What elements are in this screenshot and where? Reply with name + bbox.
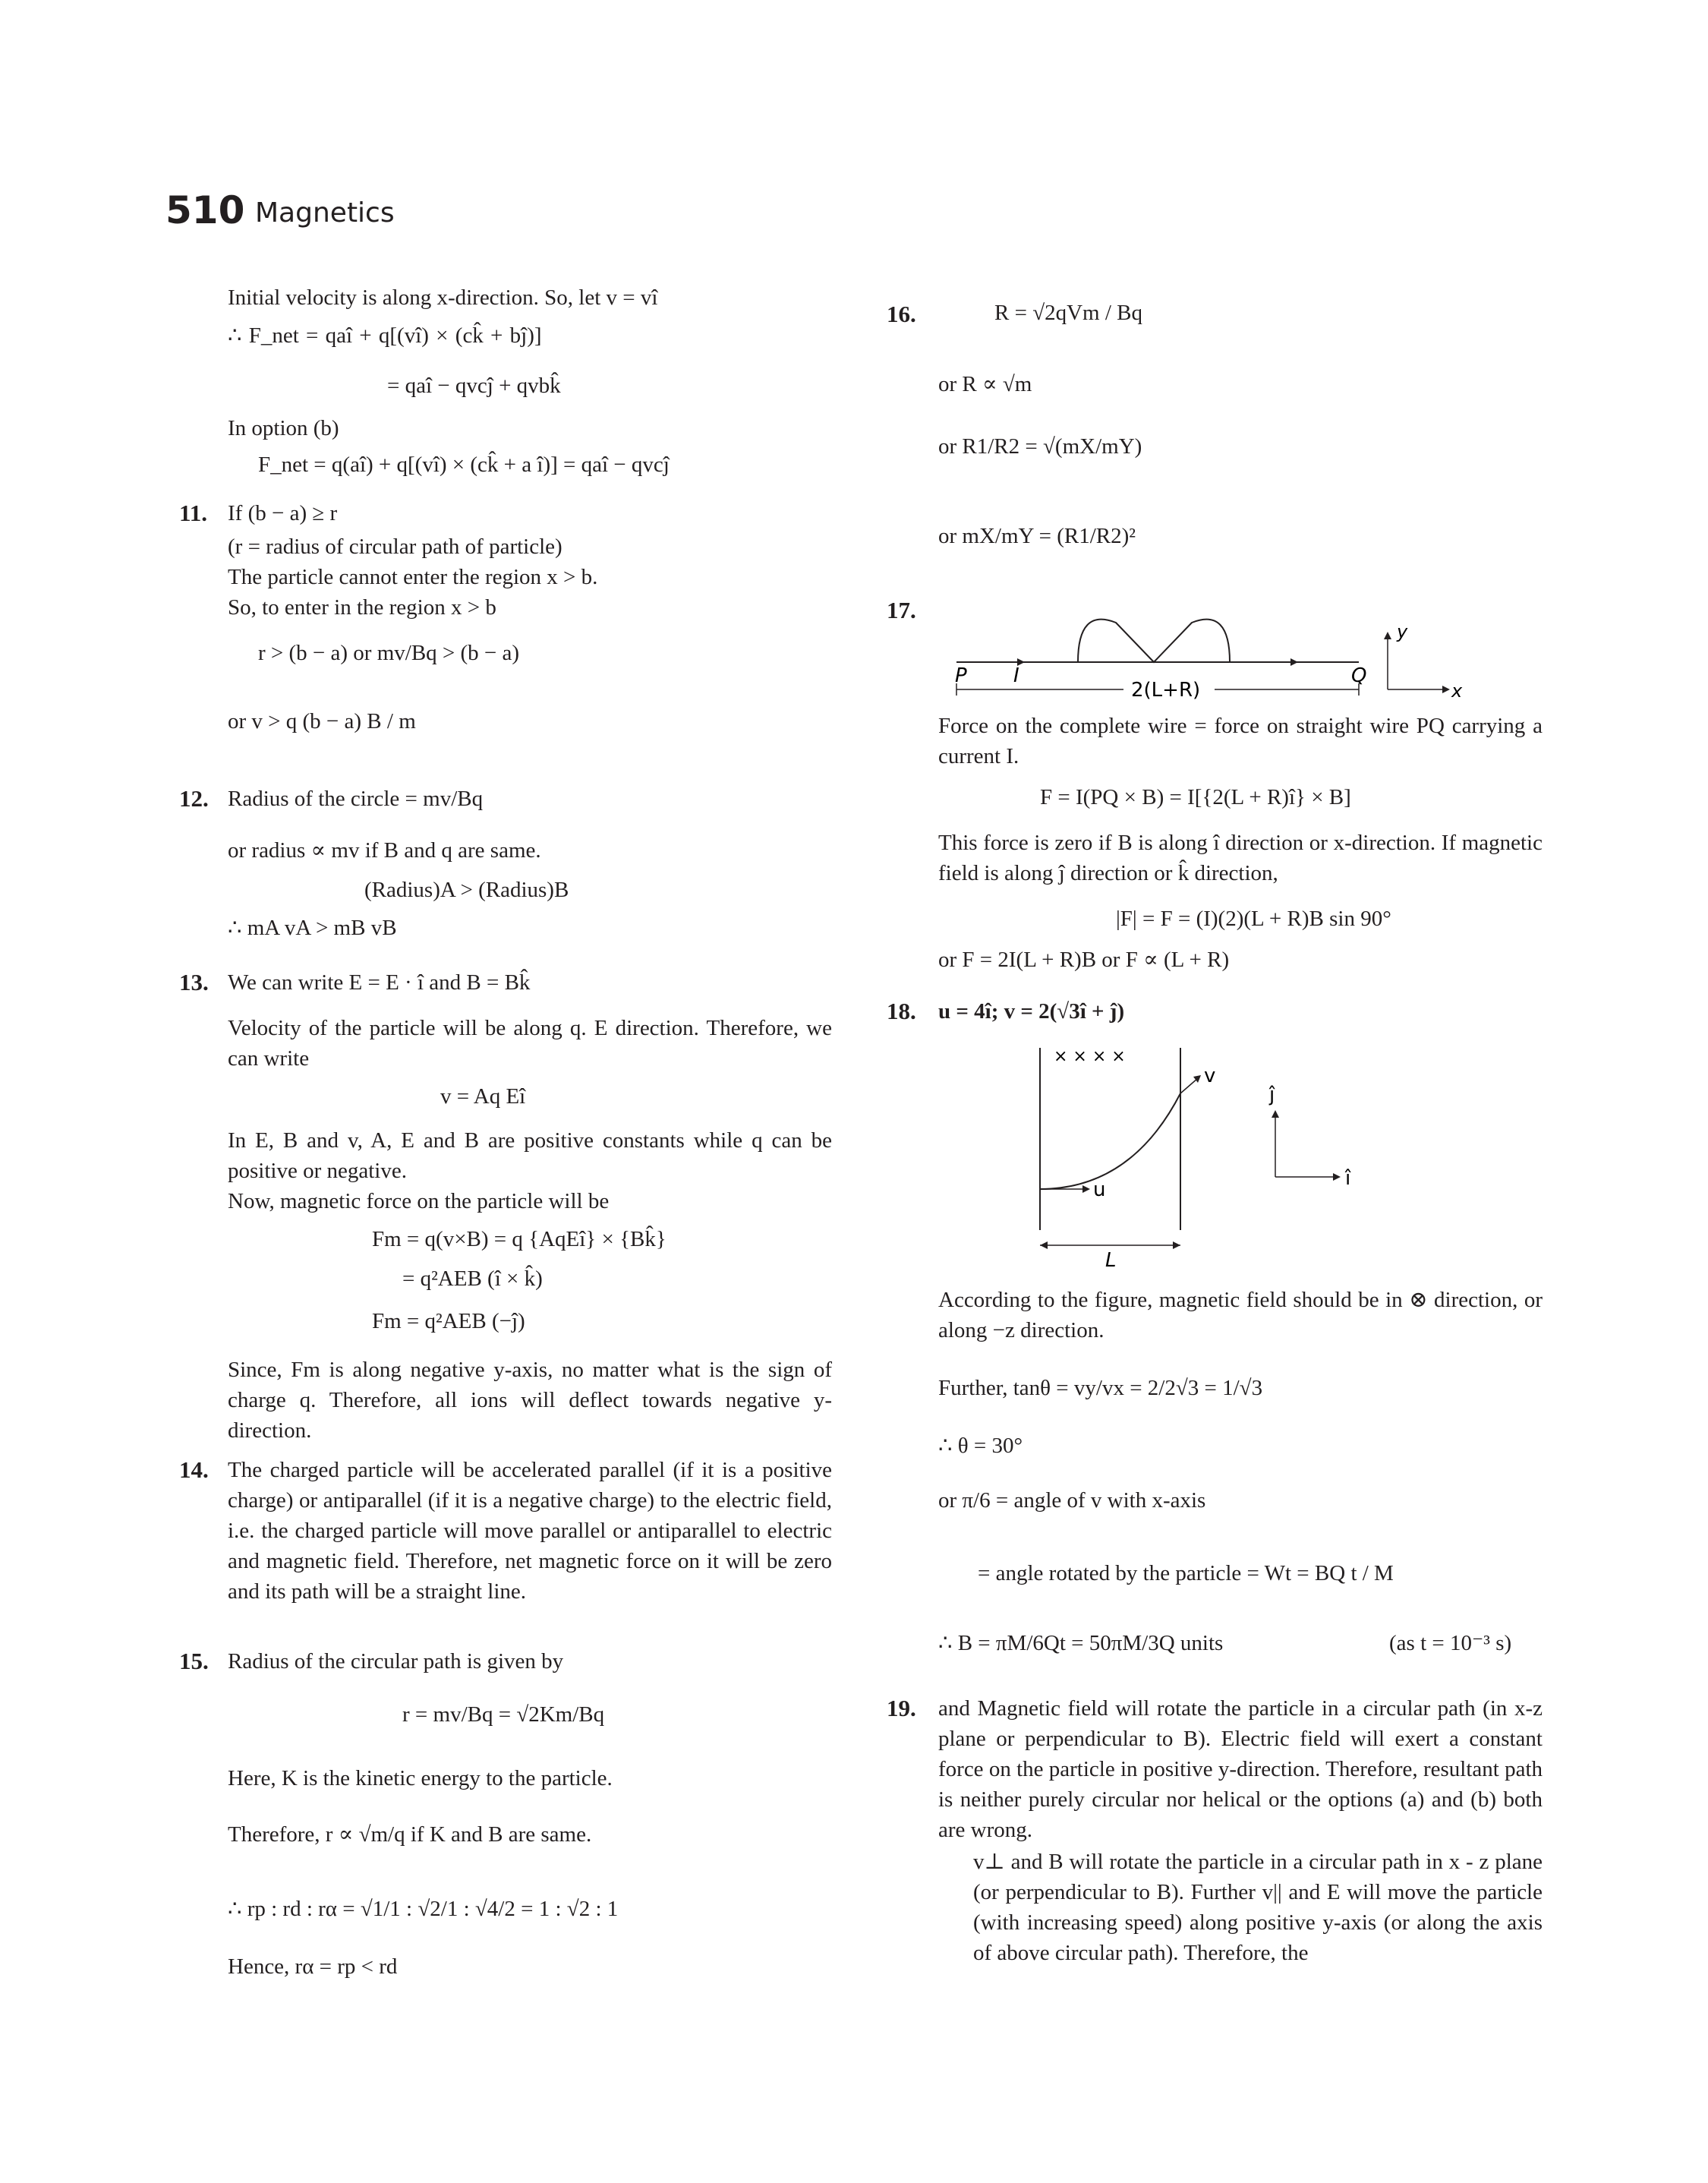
equation: |F| = F = (I)(2)(L + R)B sin 90°: [1116, 907, 1391, 931]
equation: u = 4î; v = 2(√3î + ĵ): [938, 999, 1125, 1024]
equation-note: (as t = 10⁻³ s): [1389, 1631, 1512, 1655]
text-line: Therefore, r ∝ √m/q if K and B are same.: [228, 1822, 592, 1847]
equation: ∴ rp : rd : rα = √1/1 : √2/1 : √4/2 = 1 : √2 : 1: [228, 1897, 619, 1921]
equation: R = √2qVm / Bq: [994, 301, 1143, 325]
field-crosses: × × × ×: [1054, 1047, 1126, 1066]
text-line: The particle cannot enter the region x > b.: [228, 565, 598, 589]
equation: (Radius)A > (Radius)B: [364, 878, 569, 902]
text-line: Radius of the circular path is given by: [228, 1649, 564, 1674]
question-number: 18.: [887, 998, 916, 1024]
equation: = qaî − qvcĵ + qvbk̂: [387, 374, 561, 398]
label-I: I: [1013, 664, 1019, 687]
text-line: In option (b): [228, 416, 339, 440]
text-line: Here, K is the kinetic energy to the particle.: [228, 1766, 613, 1790]
paragraph: The charged particle will be accelerated parallel (if it is a positive charge) or antiparallel (if it is a negative charge) to the electric field, i.e. the charged particle will move parallel or antiparallel to electric and magnetic field. Therefore, net magnetic force on it will be zero and its path will be a straight line.: [228, 1458, 832, 1604]
equation: v = Aq Eî: [440, 1084, 526, 1109]
equation: ∴ θ = 30°: [938, 1434, 1023, 1458]
label-u: u: [1093, 1178, 1106, 1201]
label-j: ĵ: [1269, 1084, 1275, 1106]
equation: Fm = q²AEB (−ĵ): [372, 1309, 525, 1333]
paragraph: This force is zero if B is along î direction or x-direction. If magnetic field is along ĵ direction or k̂ direction,: [938, 831, 1543, 885]
axis-y-label: y: [1397, 621, 1408, 642]
paragraph: Velocity of the particle will be along q. E direction. Therefore, we can write: [228, 1016, 832, 1071]
question-number: 13.: [179, 969, 209, 995]
paragraph: v⊥ and B will rotate the particle in a circular path in x - z plane (or perpendicular to B). Further v|| and E will move the particle (with increasing speed) along positive y-axis (or along the axis of above circular path). Therefore, the: [973, 1850, 1543, 1965]
paragraph: According to the figure, magnetic field should be in ⊗ direction, or along −z direction.: [938, 1288, 1543, 1342]
length-label: 2(L+R): [1131, 679, 1201, 702]
equation: or F = 2I(L + R)B or F ∝ (L + R): [938, 948, 1230, 972]
question-number: 11.: [179, 500, 208, 526]
equation: ∴ mA vA > mB vB: [228, 916, 397, 940]
question-number: 19.: [887, 1695, 916, 1721]
trajectory-figure: [1025, 1040, 1450, 1268]
text-line: Now, magnetic force on the particle will be: [228, 1189, 610, 1213]
chapter-title: Magnetics: [255, 197, 395, 229]
question-number: 15.: [179, 1648, 209, 1674]
equation: = angle rotated by the particle = Wt = BQ t / M: [978, 1561, 1394, 1585]
text-line: Radius of the circle = mv/Bq: [228, 787, 484, 811]
question-number: 12.: [179, 785, 209, 812]
label-P: P: [955, 664, 967, 687]
page-number: 510: [165, 188, 245, 232]
equation: F_net = q(aî) + q[(vî) × (ck̂ + a î)] = qaî − qvcĵ: [258, 453, 670, 477]
label-L: L: [1105, 1249, 1117, 1268]
paragraph: Since, Fm is along negative y-axis, no matter what is the sign of charge q. Therefore, all ions will deflect towards negative y-direction.: [228, 1358, 832, 1443]
wire-figure: [949, 592, 1480, 706]
equation: Further, tanθ = vy/vx = 2/2√3 = 1/√3: [938, 1376, 1263, 1400]
text-line: If (b − a) ≥ r: [228, 501, 338, 525]
equation: F = I(PQ × B) = I[{2(L + R)î} × B]: [1040, 785, 1351, 809]
text-line: So, to enter in the region x > b: [228, 595, 496, 620]
equation: = q²AEB (î × k̂): [402, 1267, 543, 1291]
question-number: 16.: [887, 301, 916, 327]
equation: r > (b − a) or mv/Bq > (b − a): [258, 641, 520, 665]
label-v: v: [1204, 1065, 1216, 1087]
paragraph: Force on the complete wire = force on straight wire PQ carrying a current I.: [938, 714, 1543, 768]
equation: r = mv/Bq = √2Km/Bq: [402, 1702, 605, 1727]
paragraph: In E, B and v, A, E and B are positive constants while q can be positive or negative.: [228, 1128, 832, 1183]
equation: or R1/R2 = √(mX/mY): [938, 434, 1142, 459]
question-number: 17.: [887, 597, 916, 623]
label-i: î: [1345, 1167, 1351, 1190]
axis-x-label: x: [1451, 680, 1463, 702]
equation: ∴ F_net = qaî + q[(vî) × (ck̂ + bĵ)]: [228, 323, 542, 348]
equation: or R ∝ √m: [938, 372, 1032, 396]
equation: Fm = q(v×B) = q {AqEî} × {Bk̂}: [372, 1227, 666, 1251]
equation: or π/6 = angle of v with x-axis: [938, 1488, 1206, 1513]
text-line: We can write E = E · î and B = Bk̂: [228, 970, 531, 995]
equation: or mX/mY = (R1/R2)²: [938, 524, 1136, 548]
intro-line: Initial velocity is along x-direction. So, let v = vî: [228, 285, 658, 310]
equation: or v > q (b − a) B / m: [228, 709, 416, 733]
text-line: (r = radius of circular path of particle): [228, 535, 563, 559]
text-line: or radius ∝ mv if B and q are same.: [228, 838, 541, 863]
label-Q: Q: [1351, 664, 1367, 687]
question-number: 14.: [179, 1456, 209, 1483]
equation: Hence, rα = rp < rd: [228, 1954, 398, 1979]
equation: ∴ B = πM/6Qt = 50πM/3Q units: [938, 1631, 1224, 1655]
paragraph: and Magnetic field will rotate the particle in a circular path (in x-z plane or perpendicular to B). Electric field will exert a constant force on the particle in positive y-direction. Therefore, resultant path is neither purely circular nor helical or the options (a) and (b) both are wrong.: [938, 1696, 1543, 1842]
